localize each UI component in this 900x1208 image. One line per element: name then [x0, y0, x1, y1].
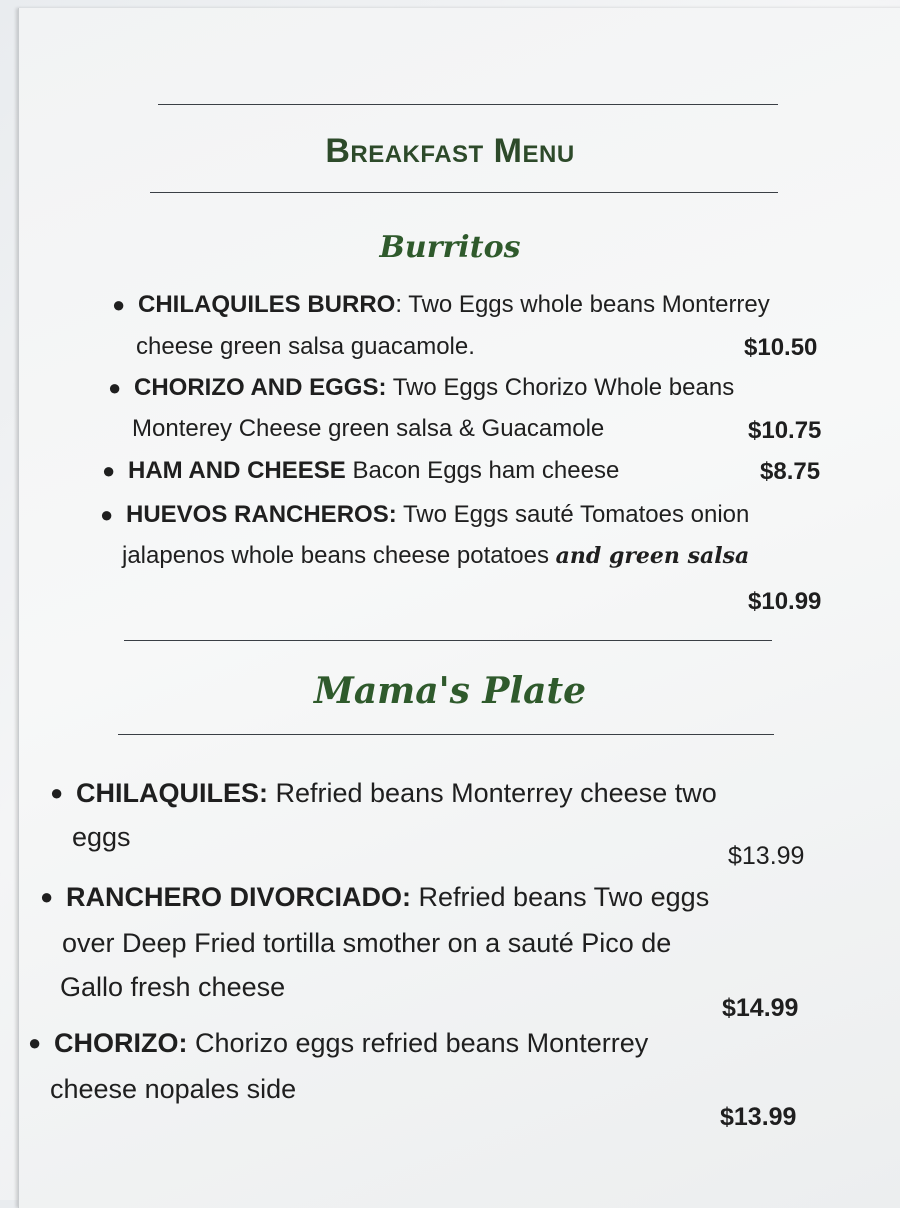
item-price: $13.99 [720, 1103, 797, 1131]
item-separator: : [395, 291, 403, 318]
divider [124, 640, 772, 641]
item-name: CHORIZO AND EGGS: [134, 374, 387, 401]
bullet-icon: ● [102, 458, 116, 483]
divider [150, 192, 778, 193]
item-name: RANCHERO DIVORCIADO: [66, 882, 412, 912]
menu-item [28, 1020, 814, 1066]
item-description-line [122, 535, 842, 577]
bullet-icon: ● [28, 1030, 42, 1055]
item-description: Refried beans Two eggs [411, 882, 710, 912]
item-name: HUEVOS RANCHEROS: [126, 501, 397, 528]
item-description-script: and green salsa [555, 543, 750, 569]
item-price: $10.99 [748, 588, 822, 615]
section-heading-burritos: Burritos [379, 230, 521, 265]
menu-title: Breakfast Menu [325, 132, 575, 170]
bullet-icon: ● [50, 780, 64, 805]
item-description-line: Gallo fresh cheese [60, 972, 286, 1002]
item-price: $14.99 [722, 994, 799, 1022]
bullet-icon: ● [108, 375, 122, 400]
item-description-line: eggs [72, 822, 131, 852]
item-description-line: Monterey Cheese green salsa & Guacamole [132, 415, 605, 442]
divider [158, 104, 778, 105]
bullet-icon: ● [112, 292, 126, 317]
item-name: CHORIZO: [54, 1028, 188, 1058]
menu-item [108, 367, 834, 409]
item-description: Bacon Eggs ham cheese [345, 457, 620, 484]
bullet-icon: ● [100, 502, 114, 527]
section-heading-mamas-plate: Mama's Plate [313, 670, 587, 712]
item-price: $13.99 [728, 842, 805, 870]
item-price: $8.75 [760, 458, 821, 485]
item-description: Refried beans Monterrey cheese two [268, 778, 717, 808]
item-price: $10.75 [748, 417, 822, 444]
item-description: Two Eggs whole beans Monterrey [402, 291, 770, 318]
divider [118, 734, 774, 735]
item-description: jalapenos whole beans cheese potatoes [122, 542, 556, 569]
item-name: CHILAQUILES BURRO [138, 291, 396, 318]
item-description-line: cheese green salsa guacamole. [136, 333, 475, 360]
item-description: Two Eggs Chorizo Whole beans [386, 374, 735, 401]
item-name: HAM AND CHEESE [128, 457, 346, 484]
bullet-icon: ● [40, 884, 54, 909]
menu-item [100, 494, 846, 536]
item-description: Chorizo eggs refried beans Monterrey [187, 1028, 649, 1058]
menu-item [50, 770, 836, 816]
item-description-line: cheese nopales side [50, 1074, 297, 1104]
item-price: $10.50 [744, 334, 818, 361]
item-description: Two Eggs sauté Tomatoes onion [396, 501, 750, 528]
item-name: CHILAQUILES: [76, 778, 268, 808]
item-description-line: over Deep Fried tortilla smother on a sauté Pico de [62, 928, 672, 958]
menu-item [40, 874, 836, 920]
menu-item [112, 284, 838, 326]
menu-item [102, 450, 728, 492]
